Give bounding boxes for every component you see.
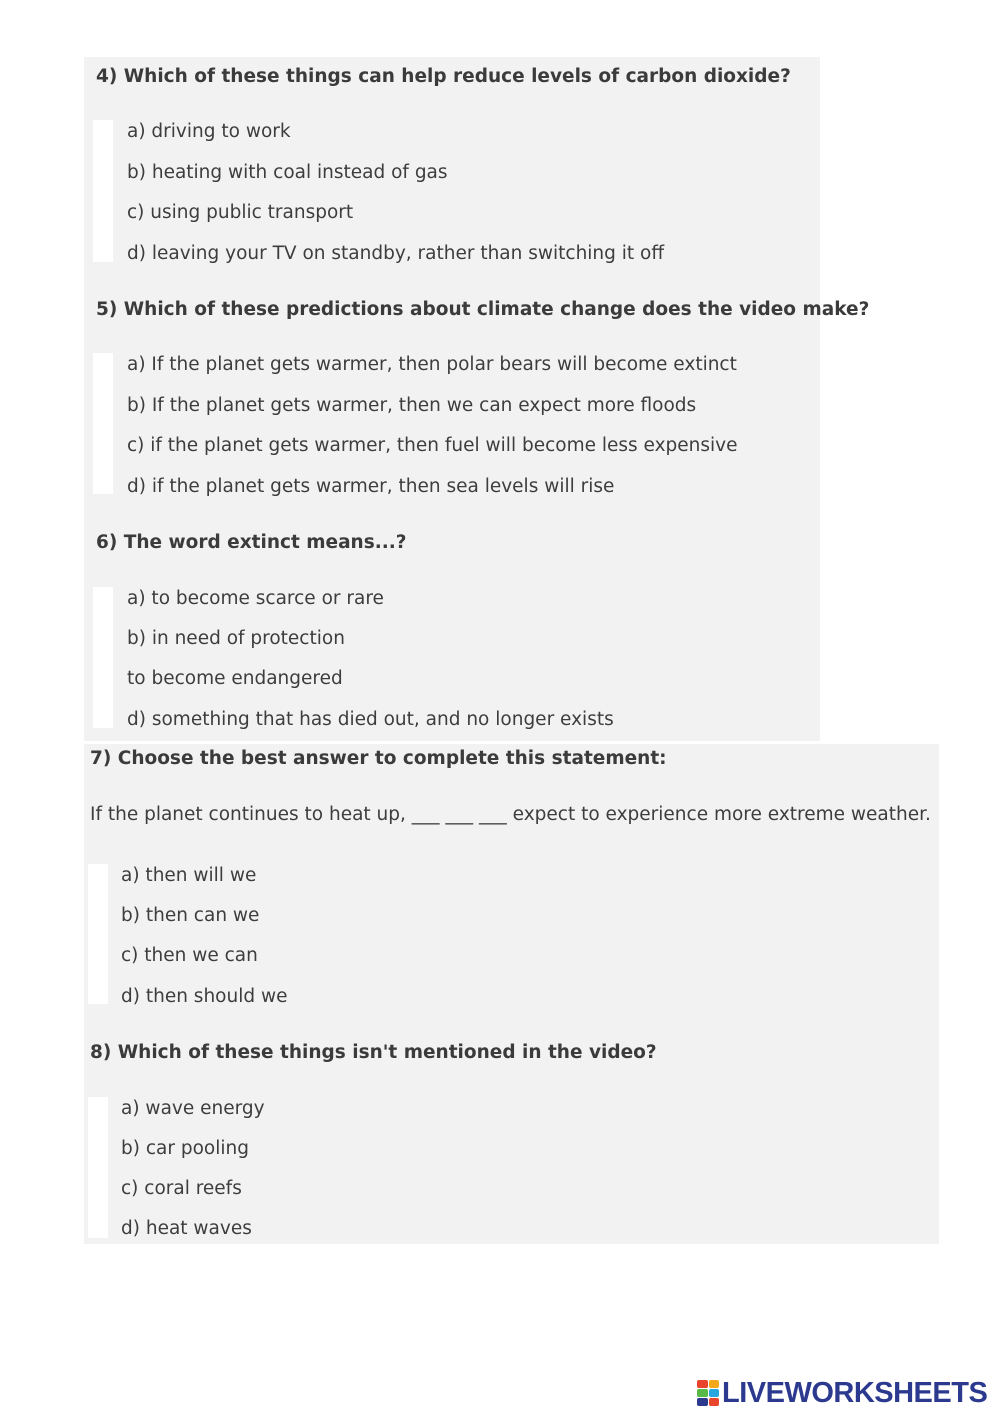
question-7-title: 7) Choose the best answer to complete this statement: [90,748,667,769]
question-8-title: 8) Which of these things isn't mentioned in the video? [90,1042,657,1063]
logo-wordmark: LIVEWORKSHEETS [722,1376,988,1409]
question-5-option-b[interactable]: b) If the planet gets warmer, then we can expect more floods [127,395,697,416]
question-7-statement: If the planet continues to heat up, ___ ___ ___ expect to experience more extreme weather. [90,804,931,825]
logo-tile [697,1380,708,1388]
question-4-title: 4) Which of these things can help reduce levels of carbon dioxide? [96,66,791,87]
question-7-option-a[interactable]: a) then will we [121,865,257,886]
question-8-option-c[interactable]: c) coral reefs [121,1178,242,1199]
question-5-option-c[interactable]: c) if the planet gets warmer, then fuel will become less expensive [127,435,738,456]
question-7-answer-marker [88,864,108,1004]
question-6-answer-marker [93,587,113,728]
question-5-option-d[interactable]: d) if the planet gets warmer, then sea levels will rise [127,476,615,497]
question-5-answer-marker [93,353,113,494]
question-6-title: 6) The word extinct means...? [96,532,407,553]
liveworksheets-logo [697,1378,987,1408]
question-7-option-d[interactable]: d) then should we [121,986,288,1007]
question-5-option-a[interactable]: a) If the planet gets warmer, then polar bears will become extinct [127,354,737,375]
quiz-panel-upper [84,57,870,741]
question-6-option-d[interactable]: d) something that has died out, and no longer exists [127,709,614,730]
question-4-answer-marker [93,120,113,262]
question-4-option-a[interactable]: a) driving to work [127,121,291,142]
question-8-answer-marker [88,1097,108,1238]
logo-tile [709,1380,720,1388]
question-8-option-d[interactable]: d) heat waves [121,1218,252,1239]
question-8-option-a[interactable]: a) wave energy [121,1098,265,1119]
logo-tile [709,1389,720,1397]
question-6-option-b[interactable]: b) in need of protection [127,628,345,649]
question-4-option-c[interactable]: c) using public transport [127,202,354,223]
question-4-option-b[interactable]: b) heating with coal instead of gas [127,162,448,183]
question-7-option-b[interactable]: b) then can we [121,905,260,926]
liveworksheets-logo-icon [697,1380,719,1406]
question-8-option-b[interactable]: b) car pooling [121,1138,249,1159]
question-5-title: 5) Which of these predictions about climate change does the video make? [96,299,870,320]
question-6-option-c[interactable]: to become endangered [127,668,343,689]
question-7-option-c[interactable]: c) then we can [121,945,258,966]
logo-tile [697,1389,708,1397]
quiz-panel-lower [84,744,939,1244]
logo-tile [709,1398,720,1406]
question-6-option-a[interactable]: a) to become scarce or rare [127,588,384,609]
logo-tile [697,1398,708,1406]
question-4-option-d[interactable]: d) leaving your TV on standby, rather than switching it off [127,243,665,264]
